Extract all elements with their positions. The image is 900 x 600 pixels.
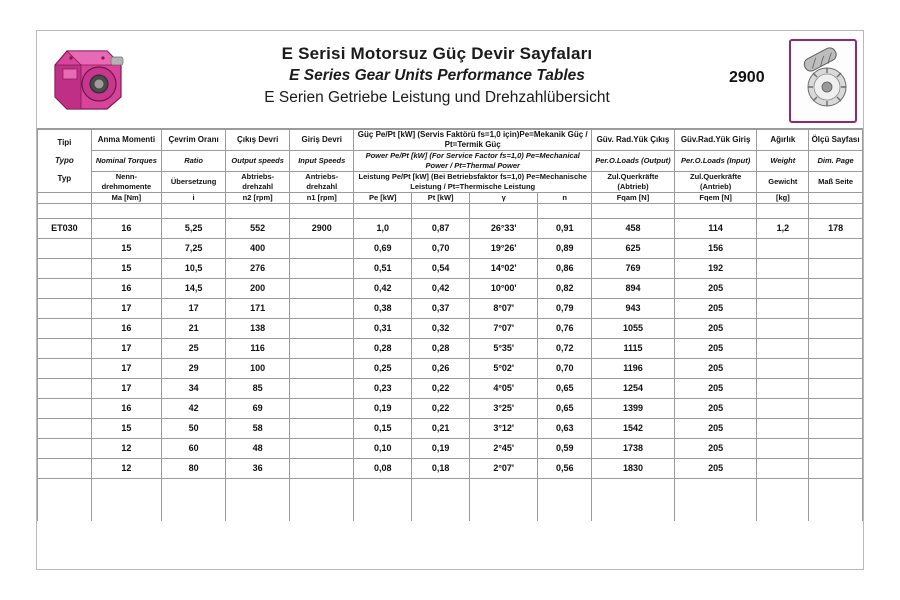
cell-fqem: 114 [674,219,757,239]
col-rad-out-en: Per.O.Loads (Output) [592,151,675,172]
cell-pt: 0,18 [412,459,470,479]
cell-dim-page [809,319,863,339]
header-row-english [38,151,863,172]
col-rad-out-tr: Güv. Rad.Yük Çıkış [592,130,675,151]
cell-torque: 16 [91,219,161,239]
col-weight-tr: Ağırlık [757,130,809,151]
unit-rad-in: Fqem [N] [674,193,757,204]
cell-type [38,419,92,439]
catalog-sheet [36,30,864,570]
cell-ratio: 50 [162,419,226,439]
cell-fqam: 625 [592,239,675,259]
col-input-speed-en: Input Speeds [290,151,354,172]
cell-pt: 0,32 [412,319,470,339]
cell-ratio: 29 [162,359,226,379]
worm-gear-icon [789,39,857,123]
cell-pt: 0,37 [412,299,470,319]
cell-gamma: 26°33' [470,219,538,239]
cell-output-speed: 116 [226,339,290,359]
cell-gamma: 3°12' [470,419,538,439]
title-turkish: E Serisi Motorsuz Güç Devir Sayfaları [281,44,593,63]
unit-pt: Pt [kW] [412,193,470,204]
cell-weight [757,419,809,439]
table-row [38,239,863,259]
cell-fqem: 156 [674,239,757,259]
cell-type [38,239,92,259]
cell-efficiency: 0,56 [538,459,592,479]
cell-ratio: 17 [162,299,226,319]
cell-gamma: 2°07' [470,459,538,479]
cell-dim-page [809,379,863,399]
table-row [38,399,863,419]
cell-ratio: 80 [162,459,226,479]
cell-input-speed [290,439,354,459]
cell-output-speed: 69 [226,399,290,419]
cell-ratio: 34 [162,379,226,399]
cell-input-speed [290,459,354,479]
col-type-label-tr: Tipi [57,138,72,147]
cell-fqem: 205 [674,399,757,419]
unit-dim-page [809,193,863,204]
header-row-units [38,193,863,204]
cell-fqam: 1254 [592,379,675,399]
cell-dim-page [809,339,863,359]
table-row [38,379,863,399]
cell-efficiency: 0,91 [538,219,592,239]
cell-type [38,339,92,359]
unit-efficiency: n [538,193,592,204]
cell-ratio: 7,25 [162,239,226,259]
col-input-speed-tr: Giriş Devri [290,130,354,151]
cell-ratio: 21 [162,319,226,339]
cell-type [38,439,92,459]
cell-output-speed: 276 [226,259,290,279]
table-row [38,319,863,339]
cell-fqem: 205 [674,459,757,479]
table-row [38,339,863,359]
cell-fqam: 769 [592,259,675,279]
cell-efficiency: 0,65 [538,379,592,399]
cell-pe: 0,19 [354,399,412,419]
cell-fqam: 1196 [592,359,675,379]
cell-pe: 0,10 [354,439,412,459]
cell-pt: 0,70 [412,239,470,259]
cell-input-speed [290,399,354,419]
col-output-speed-de: Abtriebs-drehzahl [226,172,290,193]
col-rad-out-de: Zul.Querkräfte (Abtrieb) [592,172,675,193]
cell-gamma: 3°25' [470,399,538,419]
col-rad-in-tr: Güv.Rad.Yük Giriş [674,130,757,151]
cell-type [38,399,92,419]
cell-weight [757,459,809,479]
cell-fqam: 1115 [592,339,675,359]
cell-weight [757,319,809,339]
cell-input-speed [290,259,354,279]
cell-output-speed: 200 [226,279,290,299]
cell-output-speed: 48 [226,439,290,459]
sheet-header [37,31,863,129]
cell-pt: 0,42 [412,279,470,299]
col-ratio-en: Ratio [162,151,226,172]
col-type-tr [38,130,92,193]
col-power-group-tr: Güç Pe/Pt [kW] (Servis Faktörü fs=1,0 için)Pe=Mekanik Güç / Pt=Termik Güç [354,130,592,151]
table-row [38,419,863,439]
cell-dim-page [809,419,863,439]
cell-efficiency: 0,63 [538,419,592,439]
cell-type [38,259,92,279]
table-row [38,219,863,239]
cell-input-speed [290,419,354,439]
unit-pe: Pe [kW] [354,193,412,204]
table-row [38,359,863,379]
cell-ratio: 14,5 [162,279,226,299]
cell-pt: 0,22 [412,379,470,399]
cell-dim-page [809,459,863,479]
col-output-speed-en: Output speeds [226,151,290,172]
cell-dim-page [809,279,863,299]
cell-fqem: 205 [674,299,757,319]
cell-efficiency: 0,89 [538,239,592,259]
cell-weight [757,399,809,419]
cell-efficiency: 0,65 [538,399,592,419]
cell-pe: 0,08 [354,459,412,479]
unit-weight: [kg] [757,193,809,204]
cell-output-speed: 85 [226,379,290,399]
cell-gamma: 10°00' [470,279,538,299]
performance-table [37,129,863,521]
cell-input-speed [290,379,354,399]
cell-fqam: 458 [592,219,675,239]
cell-torque: 15 [91,239,161,259]
cell-torque: 17 [91,379,161,399]
cell-gamma: 14°02' [470,259,538,279]
cell-fqem: 205 [674,359,757,379]
title-german: E Serien Getriebe Leistung und Drehzahlübersicht [264,89,610,106]
cell-fqem: 205 [674,379,757,399]
col-dim-page-tr: Ölçü Sayfası [809,130,863,151]
table-row [38,439,863,459]
cell-torque: 17 [91,299,161,319]
cell-ratio: 25 [162,339,226,359]
cell-torque: 17 [91,339,161,359]
cell-ratio: 10,5 [162,259,226,279]
cell-pe: 0,15 [354,419,412,439]
col-type-label-de: Typ [57,174,72,183]
cell-torque: 15 [91,419,161,439]
col-dim-page-en: Dim. Page [809,151,863,172]
col-torque-tr: Anma Momenti [91,130,161,151]
cell-output-speed: 552 [226,219,290,239]
cell-pt: 0,22 [412,399,470,419]
cell-fqam: 1738 [592,439,675,459]
cell-efficiency: 0,79 [538,299,592,319]
cell-weight [757,339,809,359]
cell-pe: 0,28 [354,339,412,359]
cell-dim-page [809,439,863,459]
unit-ratio: i [162,193,226,204]
cell-pe: 0,31 [354,319,412,339]
cell-weight: 1,2 [757,219,809,239]
cell-gamma: 2°45' [470,439,538,459]
cell-output-speed: 138 [226,319,290,339]
cell-efficiency: 0,59 [538,439,592,459]
cell-fqem: 205 [674,319,757,339]
cell-pt: 0,19 [412,439,470,459]
cell-pt: 0,87 [412,219,470,239]
cell-gamma: 8°07' [470,299,538,319]
cell-weight [757,239,809,259]
cell-input-speed [290,339,354,359]
header-row-german [38,172,863,193]
cell-ratio: 42 [162,399,226,419]
cell-type [38,299,92,319]
cell-type [38,459,92,479]
cell-ratio: 5,25 [162,219,226,239]
cell-output-speed: 400 [226,239,290,259]
cell-dim-page [809,299,863,319]
col-weight-de: Gewicht [757,172,809,193]
cell-fqam: 894 [592,279,675,299]
gearbox-icon [47,39,139,117]
cell-fqam: 1542 [592,419,675,439]
cell-output-speed: 100 [226,359,290,379]
cell-torque: 12 [91,439,161,459]
cell-weight [757,379,809,399]
cell-pt: 0,28 [412,339,470,359]
input-rpm-value: 2900 [729,69,765,86]
cell-input-speed: 2900 [290,219,354,239]
cell-weight [757,299,809,319]
unit-output-speed: n2 [rpm] [226,193,290,204]
cell-fqem: 192 [674,259,757,279]
col-dim-page-de: Maß Seite [809,172,863,193]
col-weight-en: Weight [757,151,809,172]
cell-fqem: 205 [674,419,757,439]
cell-torque: 17 [91,359,161,379]
performance-table-wrap [37,129,863,521]
cell-pe: 0,23 [354,379,412,399]
cell-torque: 16 [91,319,161,339]
cell-torque: 16 [91,399,161,419]
cell-input-speed [290,299,354,319]
cell-gamma: 5°35' [470,339,538,359]
cell-pt: 0,21 [412,419,470,439]
cell-fqem: 205 [674,279,757,299]
cell-ratio: 60 [162,439,226,459]
cell-gamma: 19°26' [470,239,538,259]
cell-pe: 0,25 [354,359,412,379]
cell-type [38,279,92,299]
cell-fqam: 1830 [592,459,675,479]
cell-input-speed [290,279,354,299]
cell-weight [757,279,809,299]
cell-pt: 0,26 [412,359,470,379]
cell-input-speed [290,319,354,339]
table-row [38,299,863,319]
unit-gamma: γ [470,193,538,204]
col-input-speed-de: Antriebs-drehzahl [290,172,354,193]
cell-type [38,319,92,339]
cell-dim-page [809,359,863,379]
table-spacer-row-bottom [38,479,863,522]
cell-weight [757,259,809,279]
cell-type: ET030 [38,219,92,239]
cell-efficiency: 0,70 [538,359,592,379]
cell-weight [757,359,809,379]
table-row [38,279,863,299]
col-type-label-en: Typo [54,156,74,165]
cell-output-speed: 58 [226,419,290,439]
table-spacer-row-top [38,204,863,219]
table-row [38,459,863,479]
cell-efficiency: 0,76 [538,319,592,339]
cell-torque: 16 [91,279,161,299]
table-row [38,259,863,279]
cell-dim-page [809,399,863,419]
header-row-turkish [38,130,863,151]
cell-weight [757,439,809,459]
cell-efficiency: 0,72 [538,339,592,359]
cell-fqam: 943 [592,299,675,319]
cell-gamma: 7°07' [470,319,538,339]
cell-efficiency: 0,86 [538,259,592,279]
cell-input-speed [290,239,354,259]
col-output-speed-tr: Çıkış Devri [226,130,290,151]
cell-type [38,379,92,399]
unit-rad-out: Fqam [N] [592,193,675,204]
col-rad-in-en: Per.O.Loads (Input) [674,151,757,172]
cell-pt: 0,54 [412,259,470,279]
cell-torque: 12 [91,459,161,479]
cell-efficiency: 0,82 [538,279,592,299]
cell-gamma: 5°02' [470,359,538,379]
cell-dim-page [809,259,863,279]
col-ratio-de: Übersetzung [162,172,226,193]
col-torque-de: Nenn-drehmomente [91,172,161,193]
cell-pe: 0,51 [354,259,412,279]
cell-dim-page: 178 [809,219,863,239]
col-ratio-tr: Çevrim Oranı [162,130,226,151]
cell-output-speed: 36 [226,459,290,479]
cell-fqem: 205 [674,339,757,359]
cell-input-speed [290,359,354,379]
cell-output-speed: 171 [226,299,290,319]
col-power-group-de: Leistung Pe/Pt [kW] (Bei Betriebsfaktor fs=1,0) Pe=Mechanische Leistung / Pt=Thermische Leistung [354,172,592,193]
unit-torque: Ma [Nm] [91,193,161,204]
cell-torque: 15 [91,259,161,279]
cell-fqam: 1055 [592,319,675,339]
col-power-group-en: Power Pe/Pt [kW] (For Service Factor fs=1,0) Pe=Mechanical Power / Pt=Thermal Power [354,151,592,172]
cell-gamma: 4°05' [470,379,538,399]
unit-type [38,193,92,204]
title-english: E Series Gear Units Performance Tables [289,67,585,84]
header-titles [187,43,687,109]
col-rad-in-de: Zul.Querkräfte (Antrieb) [674,172,757,193]
col-torque-en: Nominal Torques [91,151,161,172]
cell-pe: 1,0 [354,219,412,239]
cell-fqem: 205 [674,439,757,459]
cell-dim-page [809,239,863,259]
cell-pe: 0,38 [354,299,412,319]
table-body [38,219,863,479]
cell-pe: 0,69 [354,239,412,259]
unit-input-speed: n1 [rpm] [290,193,354,204]
cell-type [38,359,92,379]
cell-fqam: 1399 [592,399,675,419]
cell-pe: 0,42 [354,279,412,299]
